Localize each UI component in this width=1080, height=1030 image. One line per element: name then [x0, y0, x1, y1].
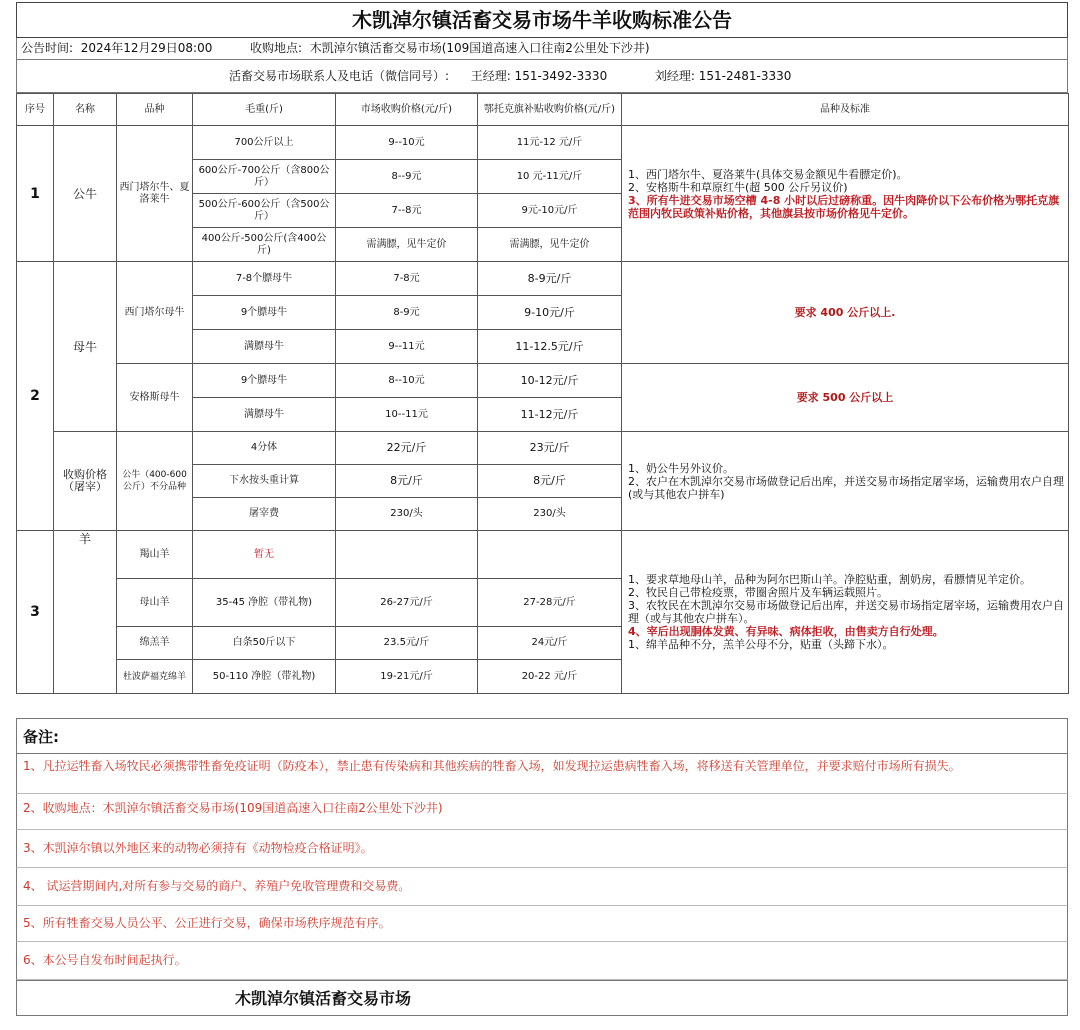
table-row [17, 262, 1069, 296]
slaughter-standard [622, 432, 1069, 531]
market-price-cell [336, 531, 478, 579]
angus-requirement: 要求 500 公斤以上 [622, 364, 1069, 432]
market-price-cell: 26-27元/斤 [336, 579, 478, 627]
contact-wang: 王经理: 151-3492-3330 [470, 69, 608, 83]
subsidy-price-cell: 10-12元/斤 [478, 364, 622, 398]
note-5: 5、所有牲畜交易人员公平、公正进行交易，确保市场秩序规范有序。 [16, 906, 1068, 942]
weight-cell: 9个膘母牛 [193, 296, 336, 330]
weight-cell: 7-8个膘母牛 [193, 262, 336, 296]
table-row [17, 432, 1069, 465]
standard-line: 1、西门塔尔牛、夏洛莱牛(具体交易金额见牛看膘定价)。 [628, 167, 908, 181]
header-name: 名称 [54, 94, 117, 126]
subsidy-price-cell: 9元-10元/斤 [478, 194, 622, 228]
subsidy-price-cell: 24元/斤 [478, 627, 622, 660]
market-price-cell: 8--9元 [336, 160, 478, 194]
standard-line: 2、安格斯牛和草原红牛(超 500 公斤另议价) [628, 180, 848, 194]
subsidy-price-cell: 10 元-11元/斤 [478, 160, 622, 194]
place-label: 收购地点: [250, 41, 303, 55]
sheep-breed-cell: 绵羔羊 [117, 627, 193, 660]
simmental-requirement: 要求 400 公斤以上. [622, 262, 1069, 364]
contact-label: 活畜交易市场联系人及电话（微信同号）: [229, 69, 450, 83]
standard-line: 2、农户在木凯淖尔交易市场做登记后出库，并送交易市场指定屠宰场，运输费用农户自理(或与其他农户拼车) [628, 474, 1064, 501]
weight-cell: 9个膘母牛 [193, 364, 336, 398]
section-2-no: 2 [17, 262, 54, 531]
note-1: 1、凡拉运牲畜入场牧民必须携带牲畜免疫证明（防疫本），禁止患有传染病和其他疾病的牲畜入场，如发现拉运患病牲畜入场，将移送有关管理单位，并要求赔付市场所有损失。 [16, 754, 1068, 794]
standard-line-highlight: 4、宰后出现胴体发黄、有异味、病体拒收，由售卖方自行处理。 [628, 625, 944, 638]
notice-title: 木凯淖尔镇活畜交易市场牛羊收购标准公告 [16, 2, 1068, 38]
time-label: 公告时间: [21, 41, 74, 55]
slaughter-name: 收购价格（屠宰） [54, 432, 117, 531]
note-2: 2、收购地点：木凯淖尔镇活畜交易市场(109国道高速入口往南2公里处下沙井) [16, 794, 1068, 830]
section-2-name: 母牛 [54, 262, 117, 432]
subsidy-price-cell: 11-12元/斤 [478, 398, 622, 432]
header-weight: 毛重(斤) [193, 94, 336, 126]
standard-line: 1、奶公牛另外议价。 [628, 461, 734, 475]
table-row [17, 531, 1069, 579]
note-4: 4、 试运营期间内,对所有参与交易的商户、养殖户免收管理费和交易费。 [16, 868, 1068, 906]
header-standard: 品种及标准 [622, 94, 1069, 126]
weight-cell: 下水按头重计算 [193, 465, 336, 498]
market-price-cell: 19-21元/斤 [336, 660, 478, 694]
header-row [17, 94, 1069, 126]
header-no: 序号 [17, 94, 54, 126]
market-price-cell: 10--11元 [336, 398, 478, 432]
subsidy-price-cell: 8元/斤 [478, 465, 622, 498]
subsidy-price-cell: 23元/斤 [478, 432, 622, 465]
subsidy-price-cell: 8-9元/斤 [478, 262, 622, 296]
section-1-no: 1 [17, 126, 54, 262]
section-1-standard [622, 126, 1069, 262]
table-row [17, 126, 1069, 160]
section-3-standard [622, 531, 1069, 694]
subsidy-price-cell: 9-10元/斤 [478, 296, 622, 330]
contact-row [16, 60, 1068, 93]
header-breed: 品种 [117, 94, 193, 126]
market-price-cell: 需满膘，见牛定价 [336, 228, 478, 262]
weight-cell: 满膘母牛 [193, 398, 336, 432]
market-price-cell: 22元/斤 [336, 432, 478, 465]
table-row [17, 364, 1069, 398]
note-6: 6、本公号自发布时间起执行。 [16, 942, 1068, 980]
weight-cell: 4分体 [193, 432, 336, 465]
market-price-cell: 7-8元 [336, 262, 478, 296]
contact-liu: 刘经理: 151-2481-3330 [654, 69, 792, 83]
sheep-breed-cell: 母山羊 [117, 579, 193, 627]
market-price-cell: 9--11元 [336, 330, 478, 364]
weight-cell: 500公斤-600公斤（含500公斤） [193, 194, 336, 228]
subsidy-price-cell: 需满膘，见牛定价 [478, 228, 622, 262]
standard-line: 1、绵羊品种不分，羔羊公母不分，贴重（头蹄下水）。 [628, 638, 894, 651]
standard-line: 1、要求草地母山羊，品种为阿尔巴斯山羊。净腔贴重，割奶房，看膘情见羊定价。 [628, 573, 1031, 586]
subsidy-price-cell: 11元-12 元/斤 [478, 126, 622, 160]
standard-line: 3、农牧民在木凯淖尔交易市场做登记后出库，并送交易市场指定屠宰场，运输费用农户自理（或与其他农户拼车）。 [628, 599, 1064, 625]
section-3-name: 羊 [54, 531, 117, 694]
notes-heading: 备注: [16, 718, 1068, 754]
header-subsidy-price: 鄂托克旗补贴收购价格(元/斤) [478, 94, 622, 126]
subsidy-price-cell: 11-12.5元/斤 [478, 330, 622, 364]
standard-line-highlight: 3、所有牛进交易市场空槽 4-8 小时以后过磅称重。因牛肉降价以下公布价格为鄂托克旗范围内牧民政策补贴价格，其他旗县按市场价格见牛定价。 [628, 193, 1060, 220]
standard-line: 2、牧民自己带检疫票，带圈舍照片及车辆运载照片。 [628, 586, 888, 599]
weight-cell: 600公斤-700公斤（含800公斤） [193, 160, 336, 194]
market-price-cell: 9--10元 [336, 126, 478, 160]
market-price-cell: 8--10元 [336, 364, 478, 398]
market-price-cell: 23.5元/斤 [336, 627, 478, 660]
section-3-no: 3 [17, 531, 54, 694]
slaughter-breed: 公牛（400-600 公斤）不分品种 [117, 432, 193, 531]
weight-cell: 400公斤-500公斤(含400公斤) [193, 228, 336, 262]
subsidy-price-cell [478, 531, 622, 579]
header-market-price: 市场收购价格(元/斤) [336, 94, 478, 126]
weight-cell: 暂无 [193, 531, 336, 579]
time-value: 2024年12月29日08:00 [80, 41, 213, 55]
simmental-breed: 西门塔尔母牛 [117, 262, 193, 364]
note-3: 3、木凯淖尔镇以外地区来的动物必须持有《动物检疫合格证明》。 [16, 830, 1068, 868]
market-price-cell: 230/头 [336, 498, 478, 531]
angus-breed: 安格斯母牛 [117, 364, 193, 432]
weight-cell: 满膘母牛 [193, 330, 336, 364]
weight-cell: 700公斤以上 [193, 126, 336, 160]
info-row [16, 38, 1068, 60]
weight-cell: 35-45 净腔（带礼物) [193, 579, 336, 627]
subsidy-price-cell: 27-28元/斤 [478, 579, 622, 627]
weight-cell: 白条50斤以下 [193, 627, 336, 660]
market-price-cell: 7--8元 [336, 194, 478, 228]
weight-cell: 50-110 净腔（带礼物) [193, 660, 336, 694]
place-value: 木凯淖尔镇活畜交易市场(109国道高速入口往南2公里处下沙井) [309, 41, 650, 55]
section-1-name: 公牛 [54, 126, 117, 262]
subsidy-price-cell: 20-22 元/斤 [478, 660, 622, 694]
subsidy-price-cell: 230/头 [478, 498, 622, 531]
market-price-cell: 8-9元 [336, 296, 478, 330]
section-1-breed: 西门塔尔牛、夏洛莱牛 [117, 126, 193, 262]
sheep-breed-cell: 羯山羊 [117, 531, 193, 579]
footer-issuer: 木凯淖尔镇活畜交易市场 [16, 980, 1068, 1016]
price-table [16, 93, 1069, 694]
weight-cell: 屠宰费 [193, 498, 336, 531]
market-price-cell: 8元/斤 [336, 465, 478, 498]
sheep-breed-cell: 杜波萨福克绵羊 [117, 660, 193, 694]
